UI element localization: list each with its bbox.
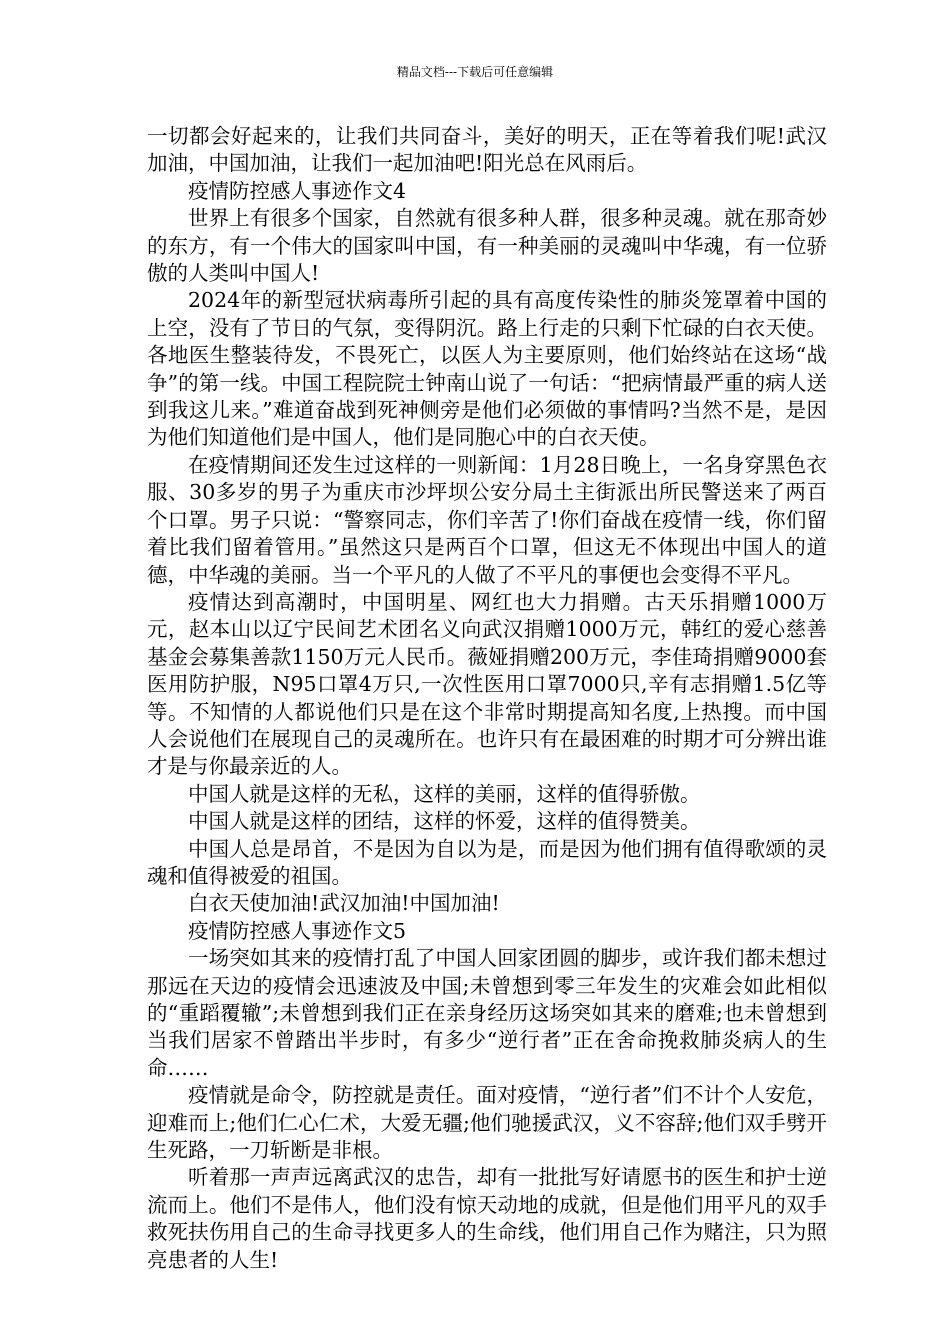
section-title: 疫情防控感人事迹作文4 (188, 178, 407, 203)
paragraph: 一场突如其来的疫情打乱了中国人回家团圆的脚步，或许我们都未想过那远在天边的疫情会迅速波及中国;未曾想到零三年发生的灾难会如此相似的“重蹈覆辙”;未曾想到我们正在亲身经历这场突如其来的磨难;也未曾想到当我们居家不曾踏出半步时，有多少“逆行者”正在舍命挽救肺炎病人的生命…… (147, 946, 827, 1080)
paragraph: 中国人总是昂首，不是因为自以为是，而是因为他们拥有值得歌颂的灵魂和值得被爱的祖国。 (147, 836, 827, 888)
section-title: 疫情防控感人事迹作文5 (188, 918, 407, 943)
paragraph: 一切都会好起来的，让我们共同奋斗，美好的明天，正在等着我们呢!武汉加油，中国加油，让我们一起加油吧!阳光总在风雨后。 (147, 124, 827, 176)
paragraph: 2024年的新型冠状病毒所引起的具有高度传染性的肺炎笼罩着中国的上空，没有了节日的气氛，变得阴沉。路上行走的只剩下忙碌的白衣天使。各地医生整装待发，不畏死亡，以医人为主要原则，他们始终站在这场“战争”的第一线。中国工程院院士钟南山说了一句话：“把病情最严重的病人送到我这儿来。”难道奋战到死神侧旁是他们必须做的事情吗?当然不是，是因为他们知道他们是中国人，他们是同胞心中的白衣天使。 (147, 288, 827, 450)
paragraph: 中国人就是这样的无私，这样的美丽，这样的值得骄傲。 (188, 781, 701, 806)
document-body (147, 123, 827, 1274)
paragraph: 疫情就是命令，防控就是责任。面对疫情，“逆行者”们不计个人安危，迎难而上;他们仁心仁术，大爱无疆;他们驰援武汉，义不容辞;他们双手劈开生死路，一刀斩断是非根。 (147, 1083, 827, 1163)
paragraph: 听着那一声声远离武汉的忠告，却有一批批写好请愿书的医生和护士逆流而上。他们不是伟人，他们没有惊天动地的成就，但是他们用平凡的双手救死扶伤用自己的生命寻找更多人的生命线，他们用自己作为赌注，只为照亮患者的人生! (147, 1165, 827, 1272)
paragraph: 在疫情期间还发生过这样的一则新闻：1月28日晚上，一名身穿黑色衣服、30多岁的男子为重庆市沙坪坝公安分局土主街派出所民警送来了两百个口罩。男子只说：“警察同志，你们辛苦了!你们奋战在疫情一线，你们留着比我们留着管用。”虽然这只是两百个口罩，但这无不体现出中国人的道德，中华魂的美丽。当一个平凡的人做了不平凡的事便也会变得不平凡。 (147, 452, 827, 587)
paragraph: 中国人就是这样的团结，这样的怀爱，这样的值得赞美。 (188, 809, 701, 834)
page-header: 精品文档---下载后可任意编辑 (396, 65, 554, 79)
paragraph: 世界上有很多个国家，自然就有很多种人群，很多种灵魂。就在那奇妙的东方，有一个伟大的国家叫中国，有一种美丽的灵魂叫中华魂，有一位骄傲的人类叫中国人! (147, 206, 827, 286)
paragraph: 疫情达到高潮时，中国明星、网红也大力捐赠。古天乐捐赠1000万元，赵本山以辽宁民间艺术团名义向武汉捐赠1000万元，韩红的爱心慈善基金会募集善款1150万元人民币。薇娅捐赠200万元，李佳琦捐赠9000套医用防护服，N95口罩4万只,一次性医用口罩7000只,辛有志捐赠1.5亿等等。不知情的人都说他们只是在这个非常时期提高知名度,上热搜。而中国人会说他们在展现自己的灵魂所在。也许只有在最困难的时期才可分辨出谁才是与你最亲近的人。 (147, 589, 827, 779)
paragraph: 白衣天使加油!武汉加油!中国加油! (188, 891, 500, 916)
